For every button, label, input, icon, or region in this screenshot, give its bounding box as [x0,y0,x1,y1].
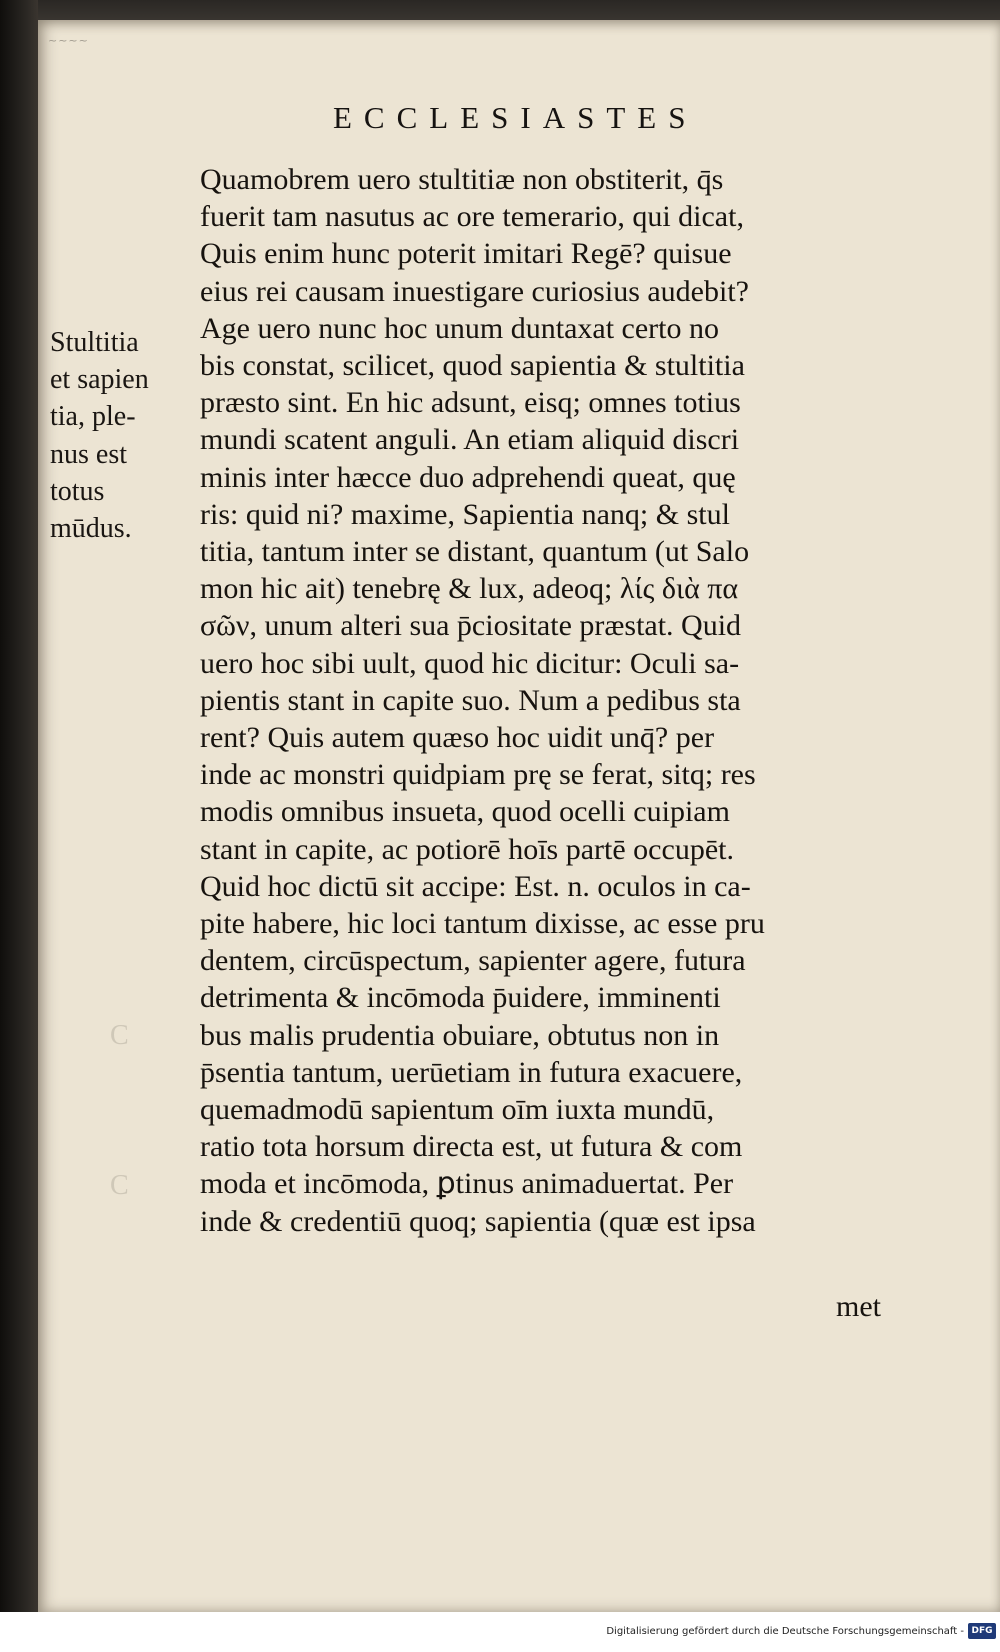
scan-top-edge [0,0,1000,22]
sidenote-line: mūdus. [50,513,132,545]
text-line: Quid hoc dictū sit accipe: Est. n. oculos in ca- [200,869,751,903]
text-line: σῶν, unum alteri sua p̄ciositate præstat. Quid [200,609,742,643]
main-text-block [200,161,900,1240]
text-line: p̄sentia tantum, uerūetiam in futura exacuere, [200,1055,743,1089]
text-line: fuerit tam nasutus ac ore temerario, qui dicat, [200,200,744,234]
text-line: Age uero nunc hoc unum duntaxat certo no [200,311,720,345]
sidenote-line: et sapien [50,364,149,396]
bleed-through-mark: C [110,1170,129,1201]
text-line: quemadmodū sapientum oīm iuxta mundū, [200,1093,715,1127]
text-line: mundi scatent anguli. An etiam aliquid discri [200,423,740,457]
catchword: met [836,1290,881,1323]
text-line: minis inter hæcce duo adprehendi queat, quę [200,460,736,494]
text-line: pientis stant in capite suo. Num a pedibus sta [200,683,741,717]
text-line: Quis enim hunc poterit imitari Regē? quisue [200,237,732,271]
digitization-footer [0,1612,1000,1652]
text-line: inde & credentiū quoq; sapientia (quæ est ipsa [200,1204,756,1238]
text-line: Quamobrem uero stultitiæ non obstiterit, q̄s [200,163,724,196]
text-line: detrimenta & incōmoda p̄uidere, imminenti [200,981,721,1015]
text-line: ris: quid ni? maxime, Sapientia nanq; & stul [200,497,730,531]
text-line: mon hic ait) tenebrę & lux, adeoq; λίς διὰ πα [200,572,739,606]
text-line: stant in capite, ac potiorē hoīs partē occupēt. [200,832,734,866]
text-line: eius rei causam inuestigare curiosius audebit? [200,274,749,308]
text-line: rent? Quis autem quæso hoc uidit unq̄? per [200,721,715,755]
funding-credit: Digitalisierung gefördert durch die Deutsche Forschungsgemeinschaft - [606,1626,964,1637]
dfg-logo: DFG [968,1623,996,1639]
book-spine-shadow [0,0,38,1652]
sidenote-line: Stultitia [50,327,139,358]
sidenote-line: totus [50,475,105,507]
text-line: bis constat, scilicet, quod sapientia & stultitia [200,349,745,383]
text-line: dentem, circūspectum, sapienter agere, futura [200,944,746,978]
sidenote-line: tia, ple- [50,401,136,433]
text-line: moda et incōmoda, ꝑtinus animaduertat. Per [200,1167,734,1201]
text-line: præsto sint. En hic adsunt, eisq; omnes totius [200,386,741,420]
text-line: inde ac monstri quidpiam prę se ferat, sitq; res [200,758,756,792]
text-line: ratio tota horsum directa est, ut futura & com [200,1130,743,1164]
text-line: uero hoc sibi uult, quod hic dicitur: Oculi sa- [200,646,740,680]
text-line: bus malis prudentia obuiare, obtutus non in [200,1018,720,1052]
bleed-through-mark: C [110,1020,129,1051]
text-line: titia, tantum inter se distant, quantum (ut Salo [200,535,750,569]
marginal-note [50,324,190,547]
text-line: modis omnibus insueta, quod ocelli cuipiam [200,795,730,829]
running-head: ECCLESIASTES [333,100,698,135]
pencil-shelfmark: ~~~~ [48,34,89,47]
text-line: pite habere, hic loci tantum dixisse, ac esse pru [200,907,765,941]
sidenote-line: nus est [50,438,127,470]
